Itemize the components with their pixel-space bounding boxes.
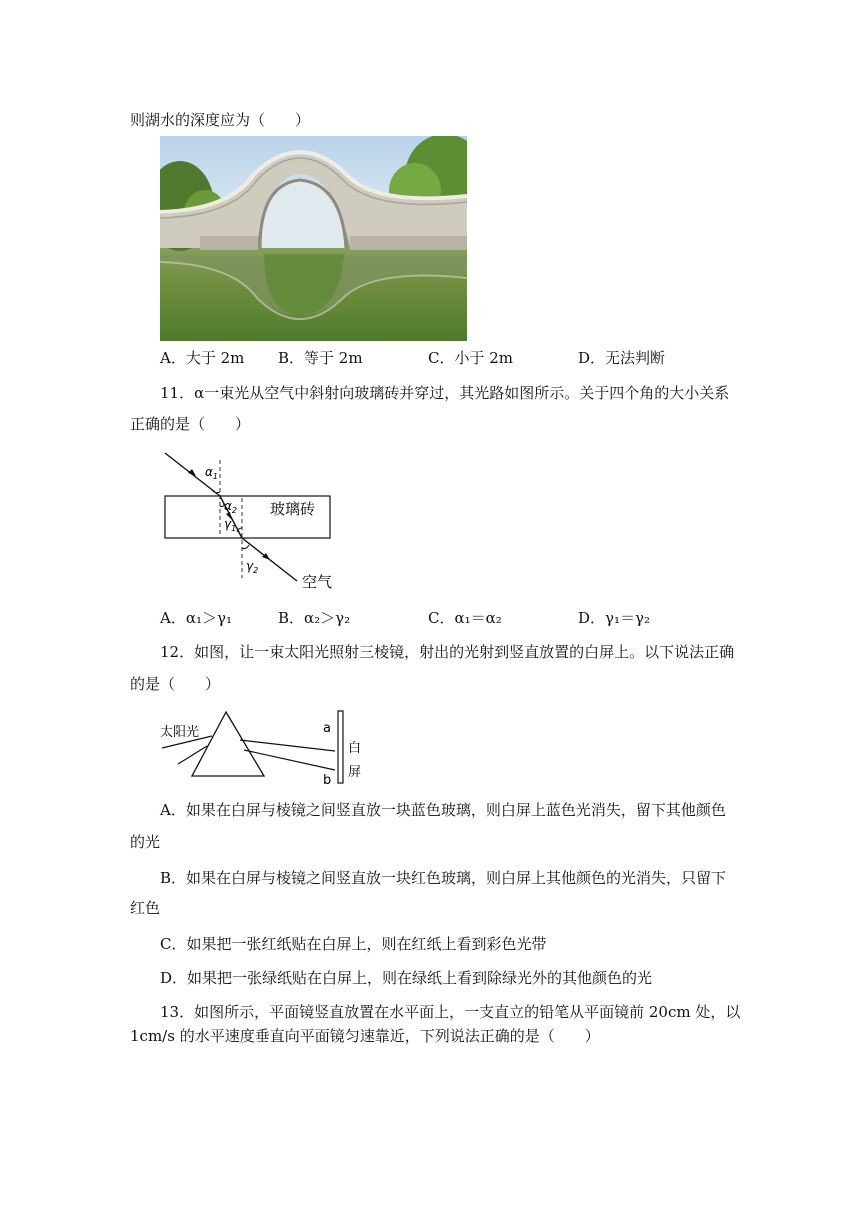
q11-option-a: A．α₁＞γ₁: [160, 609, 232, 627]
prism-diagram: [160, 706, 370, 792]
bridge-photo: [160, 136, 467, 341]
q12-option-a-line2: 的光: [130, 833, 161, 851]
white-screen: [338, 711, 343, 783]
label-a: a: [323, 721, 331, 736]
q11-option-d: D．γ₁＝γ₂: [578, 609, 650, 627]
q12-option-d: D．如果把一张绿纸贴在白屏上，则在绿纸上看到除绿光外的其他颜色的光: [160, 969, 653, 987]
q11-stem-line1: 11．α一束光从空气中斜射向玻璃砖并穿过，其光路如图所示。关于四个角的大小关系: [160, 384, 730, 402]
q13-stem-line2: 1cm/s 的水平速度垂直向平面镜匀速靠近，下列说法正确的是（ ）: [130, 1027, 600, 1045]
q10-option-d: D．无法判断: [578, 349, 666, 367]
air-label: 空气: [302, 573, 333, 591]
sunlight-label: 太阳光: [160, 725, 200, 740]
q10-option-c: C．小于 2m: [428, 349, 514, 367]
q13-stem-line1: 13．如图所示，平面镜竖直放置在水平面上，一支直立的铅笔从平面镜前 20cm 处，以: [160, 1003, 741, 1021]
q12-option-a-line1: A．如果在白屏与棱镜之间竖直放一块蓝色玻璃，则白屏上蓝色光消失，留下其他颜色: [160, 801, 726, 819]
q10-stem-tail: 则湖水的深度应为（ ）: [130, 111, 311, 129]
q12-option-b-line2: 红色: [130, 899, 161, 917]
q12-option-b-line1: B．如果在白屏与棱镜之间竖直放一块红色玻璃，则白屏上其他颜色的光消失，只留下: [160, 869, 727, 887]
gamma2-label: $\gamma_2$: [246, 559, 259, 575]
q11-option-b: B．α₂＞γ₂: [278, 609, 351, 627]
label-b: b: [323, 773, 332, 788]
gamma1-label: $\gamma_1$: [224, 517, 237, 533]
q12-option-c: C．如果把一张红纸贴在白屏上，则在红纸上看到彩色光带: [160, 935, 547, 953]
q12-stem-line2: 的是（ ）: [130, 675, 221, 693]
ray-a: [240, 740, 335, 751]
glass-label: 玻璃砖: [270, 500, 316, 518]
prism: [192, 712, 264, 776]
alpha2-label: $\alpha_2$: [224, 499, 238, 515]
alpha1-label: $\alpha_1$: [205, 465, 219, 481]
q12-stem-line1: 12．如图，让一束太阳光照射三棱镜，射出的光射到竖直放置的白屏上。以下说法正确: [160, 643, 735, 661]
q11-option-c: C．α₁＝α₂: [428, 609, 502, 627]
q10-option-b: B．等于 2m: [278, 349, 363, 367]
q10-option-a: A．大于 2m: [160, 349, 245, 367]
refraction-diagram: [160, 448, 360, 597]
screen-label-1: 白: [348, 741, 362, 756]
screen-label-2: 屏: [348, 765, 362, 780]
q11-stem-line2: 正确的是（ ）: [130, 415, 251, 433]
